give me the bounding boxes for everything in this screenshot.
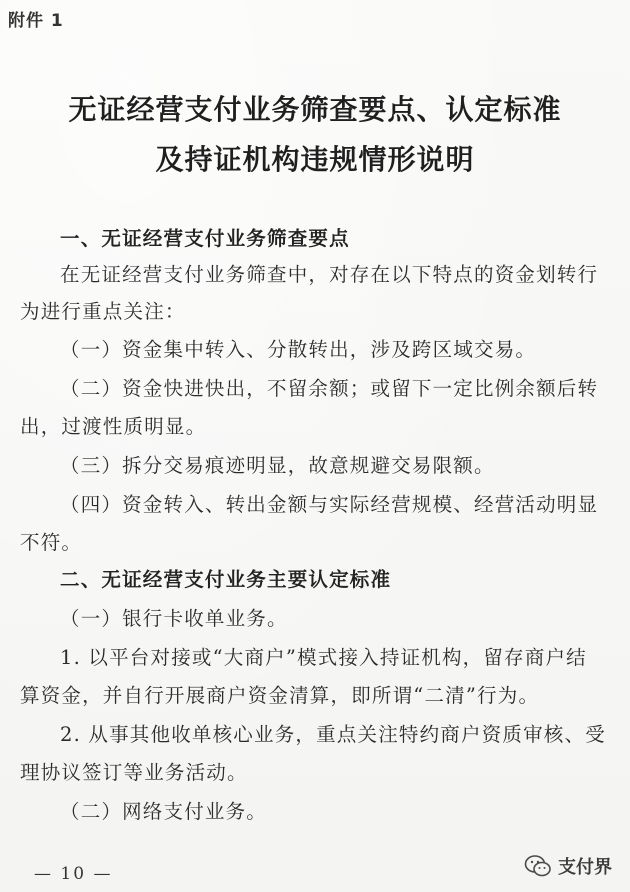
- document-title-line-1: 无证经营支付业务筛查要点、认定标准: [68, 93, 562, 126]
- paragraph-line: 在无证经营支付业务筛查中，对存在以下特点的资金划转行: [60, 263, 599, 286]
- list-item-line: （二）网络支付业务。: [60, 800, 268, 823]
- list-item-line: （一）银行卡收单业务。: [60, 607, 288, 630]
- section-heading-2: 二、无证经营支付业务主要认定标准: [60, 568, 392, 591]
- list-item-line: （三）拆分交易痕迹明显，故意规避交易限额。: [60, 454, 495, 477]
- attachment-label: 附件 1: [8, 11, 64, 31]
- paragraph-line: 2. 从事其他收单核心业务，重点关注特约商户资质审核、受: [60, 723, 606, 746]
- watermark: [524, 853, 612, 879]
- wechat-icon: [524, 854, 552, 878]
- list-item-line: 不符。: [20, 531, 83, 554]
- list-item-line: （二）资金快进快出，不留余额；或留下一定比例余额后转: [60, 377, 599, 400]
- watermark-text: 支付界: [558, 857, 612, 878]
- paragraph-line: 理协议签订等业务活动。: [20, 761, 248, 784]
- paragraph-line: 为进行重点关注：: [20, 300, 186, 323]
- section-heading-1: 一、无证经营支付业务筛查要点: [60, 227, 350, 250]
- list-item-line: （四）资金转入、转出金额与实际经营规模、经营活动明显: [60, 493, 599, 516]
- paragraph-line: 算资金，并自行开展商户资金清算，即所谓“二清”行为。: [20, 684, 540, 707]
- paragraph-line: 1. 以平台对接或“大商户”模式接入持证机构，留存商户结: [60, 646, 587, 669]
- page-number: — 10 —: [34, 864, 113, 884]
- list-item-line: （一）资金集中转入、分散转出，涉及跨区域交易。: [60, 338, 537, 361]
- list-item-line: 出，过渡性质明显。: [20, 415, 207, 438]
- document-title-line-2: 及持证机构违规情形说明: [155, 143, 475, 176]
